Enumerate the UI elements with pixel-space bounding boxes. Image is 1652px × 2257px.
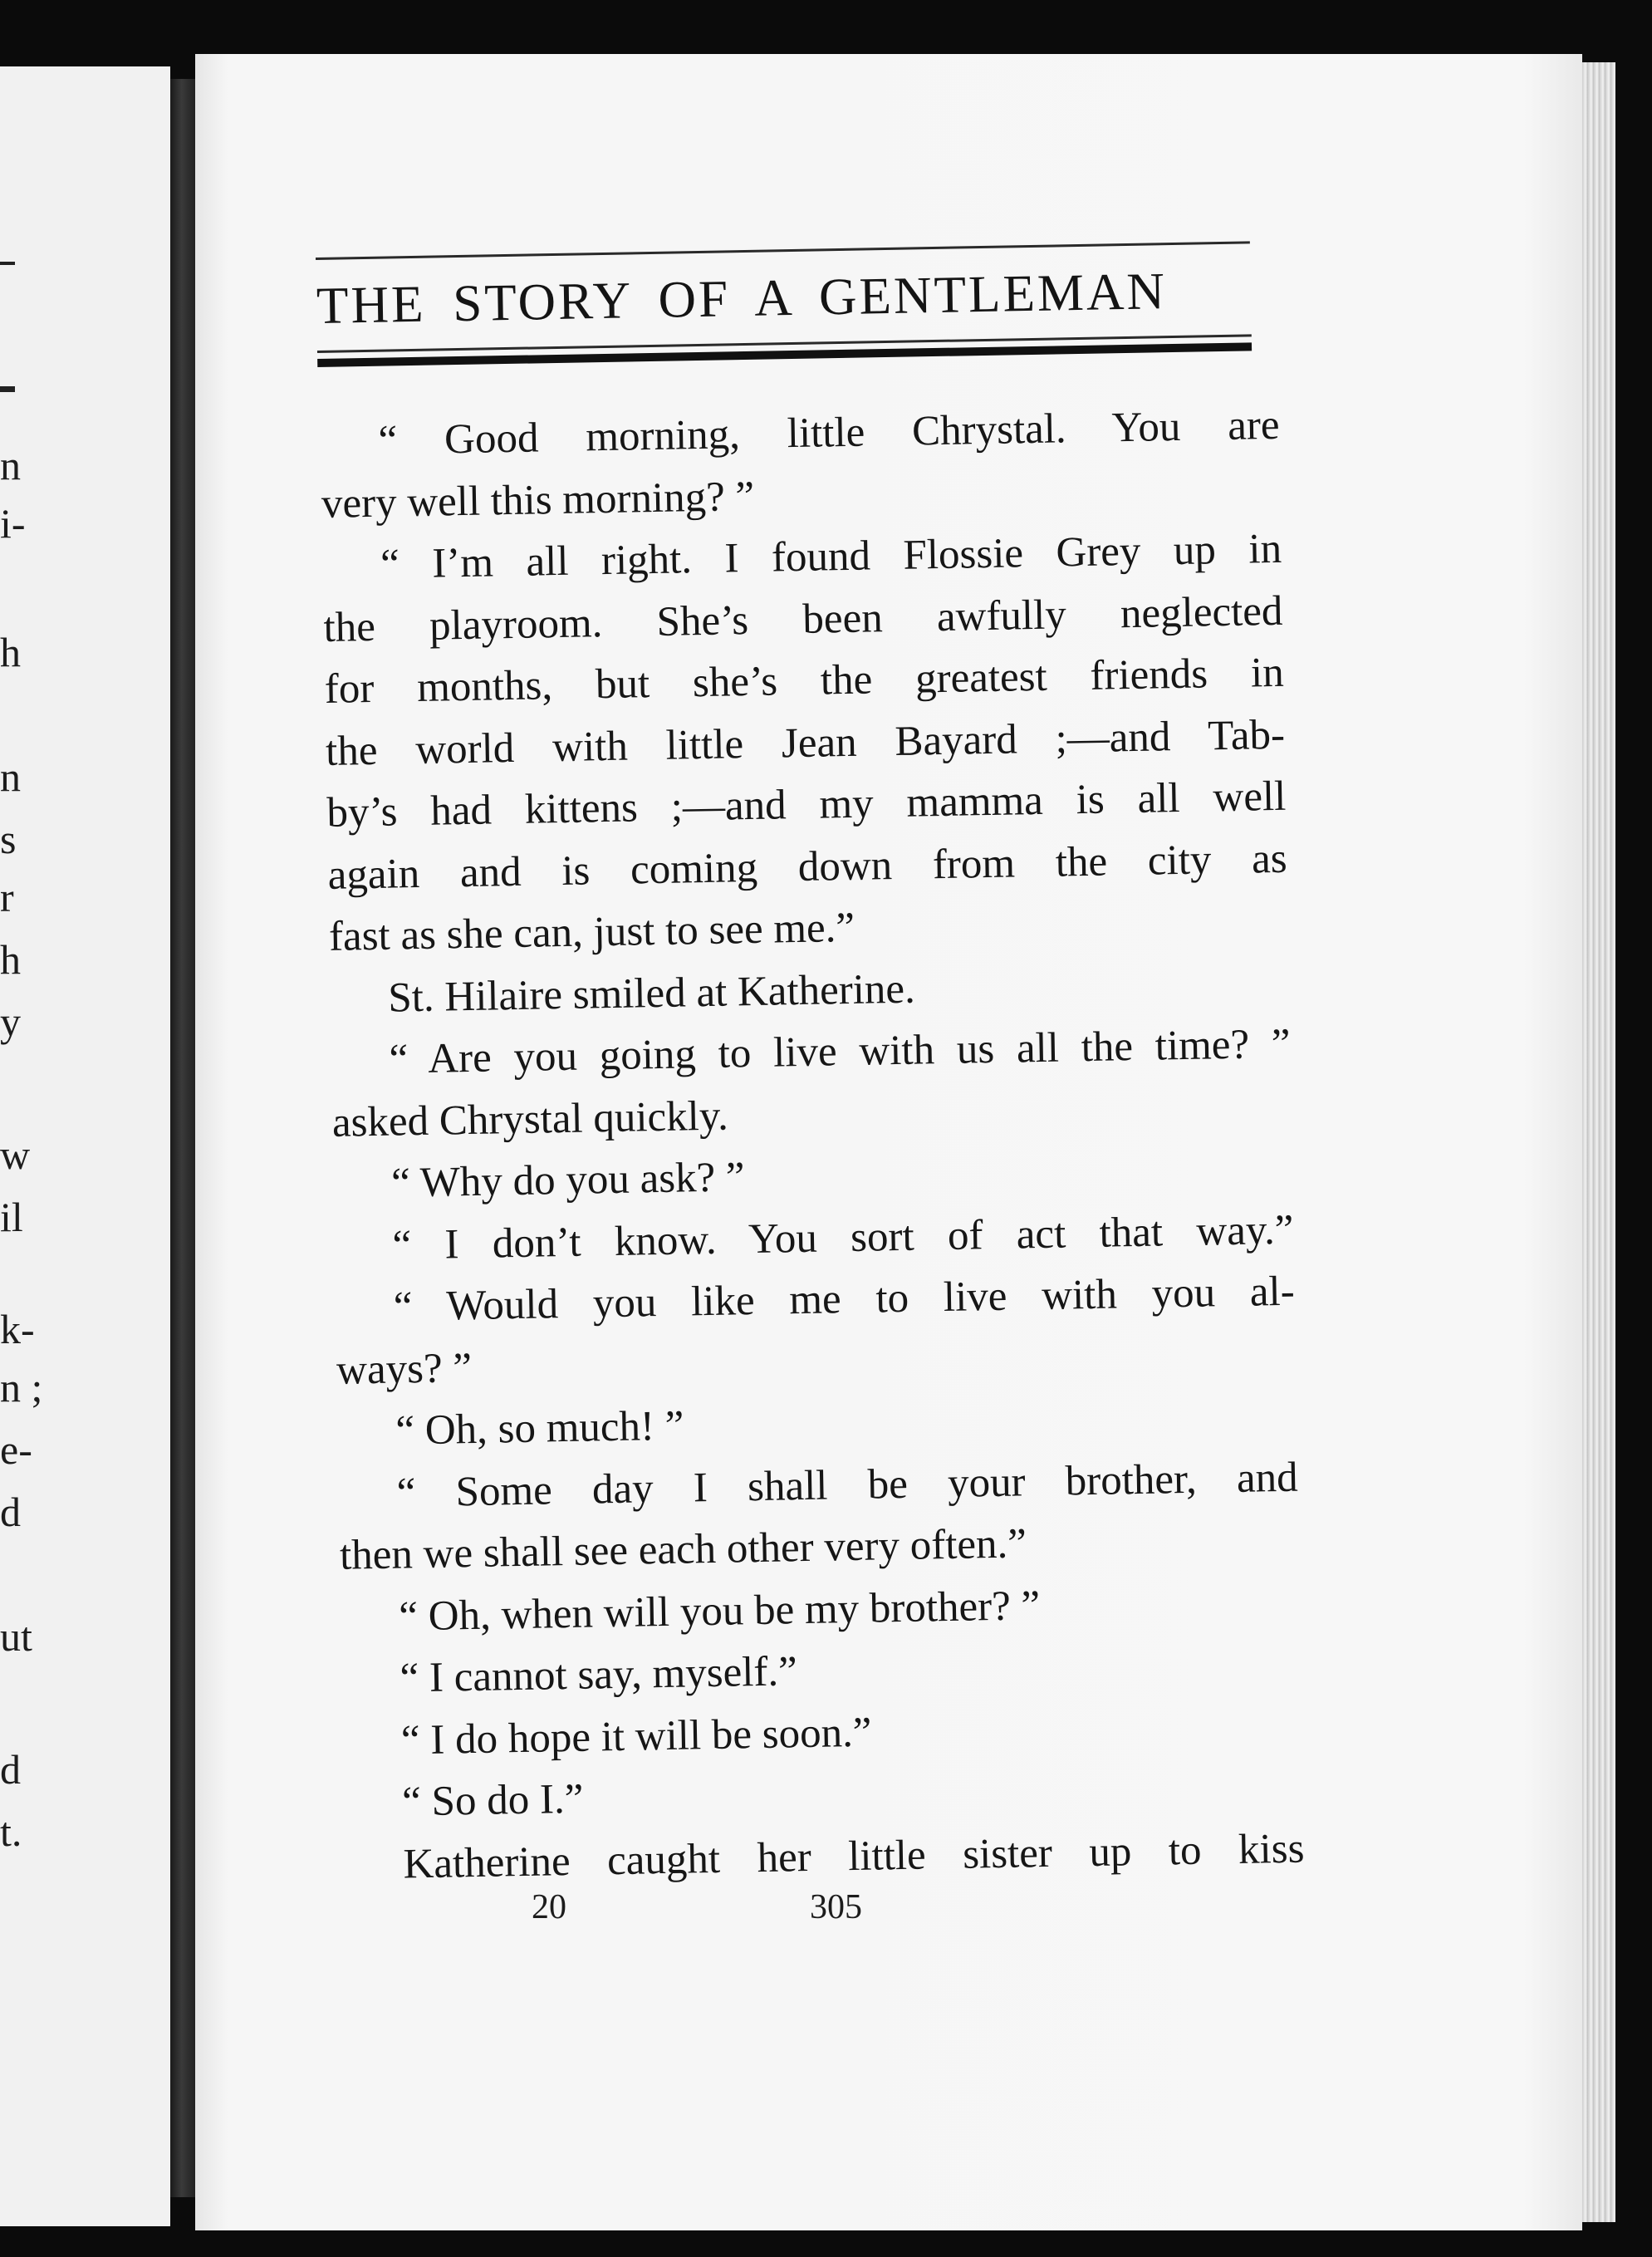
- text-line: Katherine caught her little sister up to kiss: [403, 1825, 1305, 1888]
- text-line: “ Why do you ask? ”: [390, 1154, 746, 1207]
- text-line: “ Some day I shall be your brother, and: [396, 1454, 1299, 1517]
- text-line: “ Good morning, little Chrystal. You are: [378, 401, 1280, 464]
- text-line: “ I cannot say, myself.”: [400, 1648, 798, 1702]
- left-page-fragment: n ;: [0, 1364, 43, 1411]
- left-page-rule: [0, 386, 15, 392]
- text-line: the world with little Jean Bayard ;—and Tab-: [325, 711, 1286, 775]
- left-page-fragment: s: [0, 816, 17, 862]
- text-line: “ Are you going to live with us all the time? ”: [389, 1020, 1291, 1083]
- text-line: again and is coming down from the city as: [327, 835, 1288, 899]
- left-page-fragment: i-: [0, 500, 26, 547]
- left-page-rule: [0, 262, 15, 265]
- text-line: for months, but she’s the greatest friends in: [324, 649, 1285, 713]
- text-line: “ I don’t know. You sort of act that way.”: [392, 1206, 1294, 1269]
- left-page-fragment: ut: [0, 1613, 32, 1660]
- text-line: by’s had kittens ;—and my mamma is all well: [326, 773, 1287, 837]
- left-page-fragment: n: [0, 442, 21, 488]
- body-text: [320, 395, 1305, 1896]
- left-page-fragment: e-: [0, 1426, 32, 1473]
- left-page-fragment: h: [0, 629, 21, 675]
- text-line: “ So do I.”: [401, 1775, 584, 1826]
- left-page-sliver: [0, 66, 170, 2226]
- text-line: “ Oh, when will you be my brother? ”: [398, 1582, 1041, 1641]
- running-head-title: THE STORY OF A GENTLEMAN: [316, 262, 1168, 335]
- text-line: St. Hilaire smiled at Katherine.: [387, 965, 916, 1022]
- text-line: very well this morning? ”: [321, 473, 755, 527]
- left-page-fragment: w: [0, 1131, 31, 1178]
- text-line: fast as she can, just to see me.”: [328, 904, 855, 960]
- text-line: ways? ”: [336, 1344, 473, 1394]
- text-line: “ I do hope it will be soon.”: [400, 1709, 872, 1764]
- signature-mark: 20: [532, 1888, 566, 1926]
- left-page-fragment: d: [0, 1746, 21, 1793]
- left-page-fragment: y: [0, 998, 21, 1045]
- page-number: 305: [810, 1888, 862, 1926]
- left-page-fragment: d: [0, 1489, 21, 1535]
- text-line: asked Chrystal quickly.: [331, 1092, 729, 1146]
- text-line: “ Oh, so much! ”: [395, 1402, 684, 1455]
- left-page-fragment: n: [0, 753, 21, 800]
- text-line: “ Would you like me to live with you al-: [393, 1268, 1296, 1331]
- left-page-fragment: k-: [0, 1306, 35, 1352]
- left-page-fragment: h: [0, 936, 21, 983]
- text-line: “ I’m all right. I found Flossie Grey up in: [380, 525, 1282, 588]
- head-rule-bottom: [317, 342, 1252, 367]
- left-page-fragment: r: [0, 874, 14, 920]
- text-line: the playroom. She’s been awfully neglected: [323, 587, 1283, 651]
- text-line: then we shall see each other very often.”: [339, 1520, 1027, 1579]
- running-head: [316, 241, 1252, 390]
- book-gutter: [170, 79, 195, 2197]
- left-page-fragment: t.: [0, 1808, 22, 1855]
- left-page-fragment: il: [0, 1194, 23, 1240]
- page-edge: [1582, 62, 1615, 2222]
